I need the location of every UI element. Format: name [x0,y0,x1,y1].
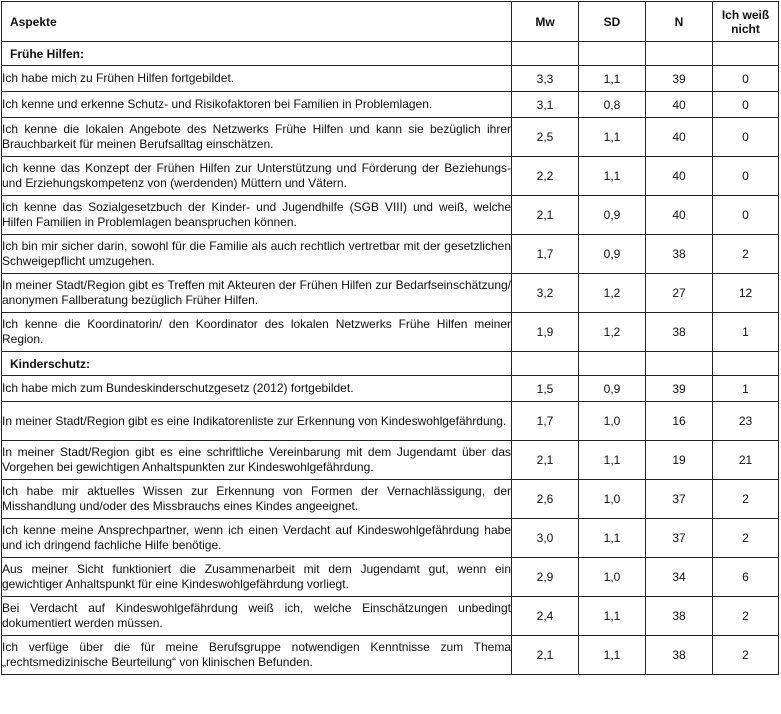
iwn-value: 2 [713,597,779,636]
n-value: 16 [646,402,713,441]
mw-value: 2,5 [512,118,579,157]
iwn-value: 6 [713,558,779,597]
sd-value: 1,1 [579,157,646,196]
mw-value: 1,9 [512,313,579,352]
aspect-text: Ich verfüge über die für meine Berufsgruppe notwendigen Kenntnisse zum Thema „rechtsmedizinische Beurteilung“ von klinischen Befunden. [2,636,512,675]
sd-value: 1,1 [579,441,646,480]
n-value: 40 [646,157,713,196]
section-row [2,352,779,376]
iwn-value: 2 [713,636,779,675]
n-value: 40 [646,196,713,235]
mw-value: 2,9 [512,558,579,597]
empty-cell [713,42,779,66]
sd-value: 0,8 [579,92,646,118]
empty-cell [512,352,579,376]
aspect-text: Ich kenne das Sozialgesetzbuch der Kinder- und Jugendhilfe (SGB VIII) und weiß, welche Hilfen Familien in Problemlagen beanspruchen können. [2,196,512,235]
n-value: 27 [646,274,713,313]
sd-value: 1,1 [579,636,646,675]
section-title: Frühe Hilfen: [2,42,512,66]
sd-value: 0,9 [579,235,646,274]
mw-value: 2,1 [512,196,579,235]
aspect-text: In meiner Stadt/Region gibt es Treffen mit Akteuren der Frühen Hilfen zur Bedarfseinschätzung/ anonymen Fallberatung bezüglich Früher Hilfen. [2,274,512,313]
sd-value: 0,9 [579,196,646,235]
header-sd: SD [579,2,646,42]
mw-value: 3,3 [512,66,579,92]
sd-value: 1,2 [579,274,646,313]
n-value: 39 [646,66,713,92]
aspect-text: Ich kenne meine Ansprechpartner, wenn ich einen Verdacht auf Kindeswohlgefährdung habe und ich dringend fachliche Hilfe benötige. [2,519,512,558]
n-value: 39 [646,376,713,402]
iwn-value: 2 [713,519,779,558]
iwn-value: 0 [713,92,779,118]
mw-value: 1,7 [512,235,579,274]
empty-cell [579,42,646,66]
mw-value: 2,2 [512,157,579,196]
table-row [2,636,779,675]
n-value: 38 [646,313,713,352]
aspect-text: Ich kenne und erkenne Schutz- und Risikofaktoren bei Familien in Problemlagen. [2,92,512,118]
header-iwn-line2: nicht [731,21,760,36]
aspect-text: In meiner Stadt/Region gibt es eine schriftliche Vereinbarung mit dem Jugendamt über das Vorgehen bei gewichtigen Anhaltspunkten zur Kindeswohlgefährdung. [2,441,512,480]
table-row [2,118,779,157]
mw-value: 2,1 [512,636,579,675]
aspect-text: Ich kenne die Koordinatorin/ den Koordinator des lokalen Netzwerks Frühe Hilfen meiner Region. [2,313,512,352]
sd-value: 1,1 [579,597,646,636]
empty-cell [512,42,579,66]
table-row [2,558,779,597]
table-row [2,235,779,274]
mw-value: 2,1 [512,441,579,480]
table-header-row [2,2,779,42]
aspect-text: Ich habe mir aktuelles Wissen zur Erkennung von Formen der Vernachlässigung, der Misshandlung und/oder des Missbrauchs eines Kindes angeeignet. [2,480,512,519]
aspect-text: Ich bin mir sicher darin, sowohl für die Familie als auch rechtlich vertretbar mit der gesetzlichen Schweigepflicht umzugehen. [2,235,512,274]
mw-value: 3,0 [512,519,579,558]
iwn-value: 2 [713,480,779,519]
sd-value: 0,9 [579,376,646,402]
header-ich-weiss-nicht [713,2,779,42]
mw-value: 2,6 [512,480,579,519]
iwn-value: 0 [713,157,779,196]
survey-results-table [1,1,779,675]
table-row [2,313,779,352]
mw-value: 1,7 [512,402,579,441]
aspect-text: Ich habe mich zu Frühen Hilfen fortgebildet. [2,66,512,92]
table-row [2,441,779,480]
iwn-value: 0 [713,118,779,157]
table-row [2,519,779,558]
sd-value: 1,1 [579,118,646,157]
iwn-value: 1 [713,376,779,402]
header-iwn-line1: Ich weiß [721,7,770,22]
sd-value: 1,1 [579,519,646,558]
aspect-text: Aus meiner Sicht funktioniert die Zusammenarbeit mit dem Jugendamt gut, wenn ein gewichtiger Anhaltspunkt für eine Kindeswohlgefährdung vorliegt. [2,558,512,597]
empty-cell [646,42,713,66]
header-aspect: Aspekte [2,2,512,42]
n-value: 37 [646,480,713,519]
n-value: 37 [646,519,713,558]
header-n: N [646,2,713,42]
aspect-text: In meiner Stadt/Region gibt es eine Indikatorenliste zur Erkennung von Kindeswohlgefährdung. [2,402,512,441]
n-value: 38 [646,636,713,675]
mw-value: 1,5 [512,376,579,402]
sd-value: 1,1 [579,66,646,92]
section-title: Kinderschutz: [2,352,512,376]
mw-value: 3,2 [512,274,579,313]
section-row [2,42,779,66]
iwn-value: 21 [713,441,779,480]
table-row [2,66,779,92]
header-mw: Mw [512,2,579,42]
iwn-value: 1 [713,313,779,352]
table-row [2,480,779,519]
n-value: 38 [646,235,713,274]
table-row [2,196,779,235]
iwn-value: 0 [713,196,779,235]
aspect-text: Ich habe mich zum Bundeskinderschutzgesetz (2012) fortgebildet. [2,376,512,402]
empty-cell [713,352,779,376]
n-value: 34 [646,558,713,597]
mw-value: 2,4 [512,597,579,636]
sd-value: 1,0 [579,480,646,519]
n-value: 40 [646,118,713,157]
aspect-text: Ich kenne das Konzept der Frühen Hilfen zur Unterstützung und Förderung der Beziehungs- und Erziehungskompetenz von (werdenden) Müttern und Vätern. [2,157,512,196]
n-value: 19 [646,441,713,480]
sd-value: 1,0 [579,402,646,441]
aspect-text: Bei Verdacht auf Kindeswohlgefährdung weiß ich, welche Einschätzungen unbedingt dokumentiert werden müssen. [2,597,512,636]
table-row [2,92,779,118]
mw-value: 3,1 [512,92,579,118]
aspect-text: Ich kenne die lokalen Angebote des Netzwerks Frühe Hilfen und kann sie bezüglich ihrer Brauchbarkeit für meinen Berufsalltag einschätzen. [2,118,512,157]
iwn-value: 2 [713,235,779,274]
iwn-value: 0 [713,66,779,92]
table-row [2,402,779,441]
n-value: 40 [646,92,713,118]
iwn-value: 12 [713,274,779,313]
iwn-value: 23 [713,402,779,441]
n-value: 38 [646,597,713,636]
sd-value: 1,0 [579,558,646,597]
empty-cell [579,352,646,376]
table-row [2,376,779,402]
table-row [2,597,779,636]
table-row [2,157,779,196]
empty-cell [646,352,713,376]
table-row [2,274,779,313]
sd-value: 1,2 [579,313,646,352]
